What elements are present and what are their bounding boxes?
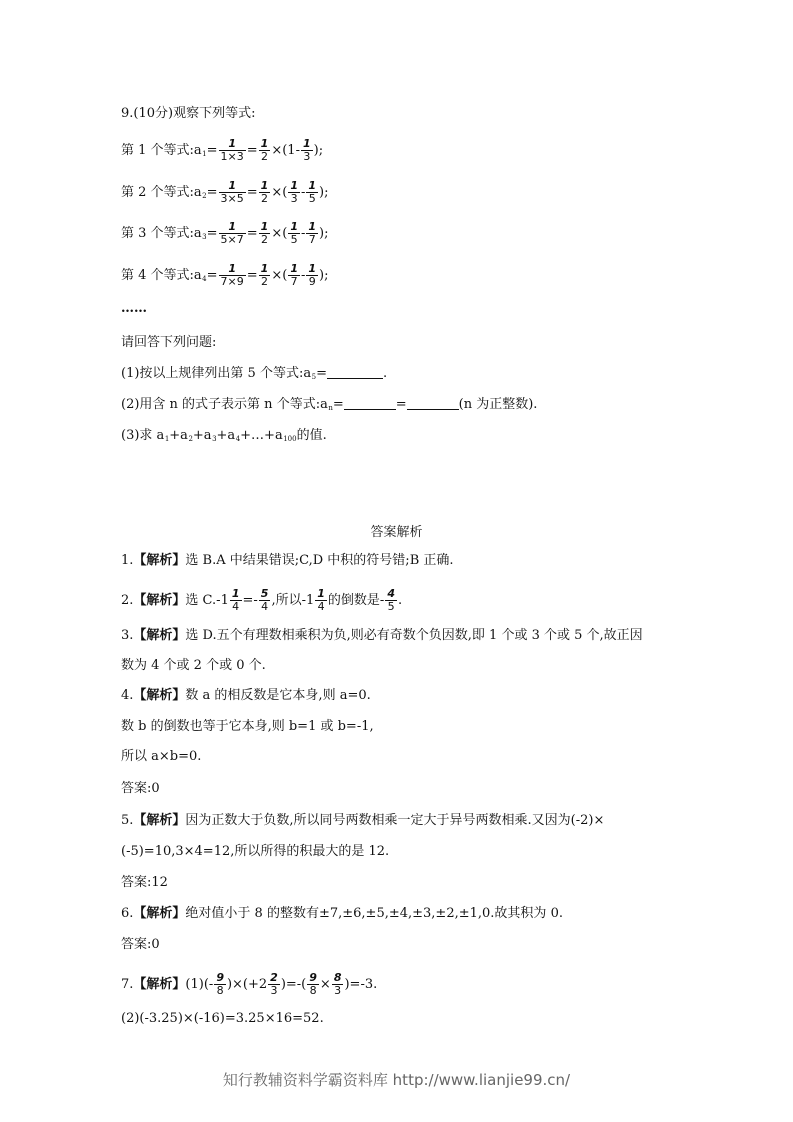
analysis-tag: 【解析】 [133,628,186,643]
fraction [219,221,246,246]
numerator: 9 [216,971,224,984]
times-sign: × [271,268,283,283]
answer-number: 2. [121,593,134,608]
answer-text: 选 D.五个有理数相乘积为负,则必有奇数个负因数,即 1 个或 3 个或 5 个,故正因 [185,628,643,643]
denominator: 7×9 [220,275,244,288]
numerator: 1 [308,179,317,192]
answer-text: )=-3. [344,977,378,992]
answer-6-line-1 [121,904,563,924]
numerator: 1 [308,220,317,233]
numerator: 4 [387,587,395,600]
denominator: 3 [334,984,342,997]
eq-sign: = [206,185,218,200]
answer-text: 选 C.-1 [185,593,229,608]
fraction [385,588,397,613]
equation-1: 第 1 个等式$:a_1=$ $\frac{1}{1\times 3}$ = $\frac{1}{2}$ ×(1- $\frac{1}{3}$ ); [121,137,324,163]
fraction [288,180,300,205]
answer-text: 的倒数是- [327,593,385,608]
plus-term: +a [216,428,236,443]
part-2-end: (n 为正整数). [458,397,538,412]
minus-sign: - [300,226,306,241]
answer-7-line-2: (2)(-3.25)×(-16)=3.25×16=52. [121,1011,324,1026]
answer-text: )=-( [280,977,307,992]
numerator: 1 [260,179,269,192]
denominator: 3×5 [220,192,244,205]
eq-sign: = [206,143,218,158]
fraction [306,180,318,205]
answer-number: 1. [121,553,134,568]
numerator: 1 [219,180,246,193]
answer-text: (1)(- [185,977,214,992]
subscript: 2 [188,435,193,443]
close-paren: ); [319,226,329,241]
period: . [382,366,388,381]
open-paren: ( [282,268,288,283]
answer-3-line-1 [121,626,643,646]
eq-sign: = [206,226,218,241]
denominator: 5 [290,233,298,246]
numerator: 1 [308,262,317,275]
answer-5-result: 答案:12 [121,875,168,890]
answer-2 [121,588,402,613]
denominator: 3 [290,192,298,205]
fraction [306,263,318,288]
denominator: 9 [308,275,316,288]
denominator: 4 [317,600,325,613]
denominator: 1×3 [220,150,244,163]
fraction [259,180,271,205]
analysis-tag: 【解析】 [133,906,186,921]
plus-term: +a [192,428,212,443]
answer-7-line-1 [121,972,377,997]
answer-text: )×(+2 [226,977,268,992]
numerator: 1 [219,221,246,234]
answer-3-line-2: 数为 4 个或 2 个或 0 个. [121,658,266,673]
numerator: 1 [231,587,240,600]
answers-title: 答案解析 [370,525,423,540]
equation-3: 第 3 个等式$:a_3=$ $\frac{1}{5\times 7}$ = $\frac{1}{2}$ ×( $\frac{1}{5}$ - $\frac{1}{7}$ ); [121,220,329,246]
denominator: 2 [261,275,268,288]
subscript: n [328,404,333,412]
numerator: 1 [260,220,269,233]
fraction [315,588,327,613]
answer-text: 因为正数大于负数,所以同号两数相乘一定大于异号两数相乘.又因为(-2)× [185,813,605,828]
question-prompt: 请回答下列问题: [121,335,217,350]
answer-text: × [319,977,331,992]
subscript: 1 [202,150,207,158]
part-3-end: 的值. [296,428,327,443]
subscript: 3 [212,435,217,443]
numerator: 1 [219,138,246,151]
close-paren: ); [319,268,329,283]
numerator: 1 [260,262,269,275]
subscript: 2 [202,192,207,200]
subscript: 4 [202,275,207,283]
numerator: 2 [270,971,278,984]
answer-number: 4. [121,688,134,703]
eq-prefix: 第 2 个等式:a [121,185,202,200]
close-paren: ); [319,185,329,200]
denominator: 8 [216,984,224,997]
numerator: 5 [260,587,269,600]
answer-5-line-1 [121,811,604,831]
fraction [214,972,226,997]
fraction [219,180,246,205]
ellipsis: …… [121,301,147,316]
part-2-text: (2)用含 n 的式子表示第 n 个等式:a [121,397,328,412]
denominator: 4 [232,600,240,613]
numerator: 1 [219,263,246,276]
analysis-tag: 【解析】 [133,813,186,828]
answer-number: 5. [121,813,134,828]
equation-2: 第 2 个等式$:a_2=$ $\frac{1}{3\times 5}$ = $\frac{1}{2}$ ×( $\frac{1}{3}$ - $\frac{1}{5}$ ); [121,179,329,205]
eq-prefix: 第 1 个等式:a [121,143,202,158]
fraction [301,138,313,163]
denominator: 2 [261,233,268,246]
subscript: 4 [235,435,241,443]
denominator: 5 [308,192,316,205]
answer-blank [344,397,396,410]
fraction [307,972,319,997]
eq-sign: = [395,397,407,412]
denominator: 3 [303,150,311,163]
analysis-tag: 【解析】 [133,553,186,568]
denominator: 8 [309,984,317,997]
answer-blank [407,397,459,410]
minus-sign: - [300,268,306,283]
numerator: 1 [290,262,298,275]
numerator: 9 [309,971,317,984]
eq-sign: = [316,366,327,381]
plus-term: +a [169,428,188,443]
subscript: 1 [164,435,170,443]
plus-term: +…+a [240,428,283,443]
part-3-text: (3)求 a [121,428,165,443]
answer-text: 选 B.A 中结果错误;C,D 中积的符号错;B 正确. [185,553,454,568]
open-paren: ( [282,226,288,241]
times-sign: × [271,185,283,200]
equation-4: 第 4 个等式$:a_4=$ $\frac{1}{7\times 9}$ = $\frac{1}{2}$ ×( $\frac{1}{7}$ - $\frac{1}{9}$ ); [121,262,329,288]
fraction [259,263,271,288]
analysis-tag: 【解析】 [133,688,186,703]
fraction [259,138,271,163]
eq-sign: = [332,397,344,412]
numerator: 8 [333,971,342,984]
fraction [268,972,280,997]
numerator: 1 [260,137,269,150]
minus-sign: - [300,185,306,200]
answer-4-line-3: 所以 a×b=0. [121,749,202,764]
answer-4-line-2: 数 b 的倒数也等于它本身,则 b=1 或 b=-1, [121,719,374,734]
open-paren: ( [282,185,288,200]
eq-prefix: 第 3 个等式:a [121,226,202,241]
question-9-part-1 [121,364,387,387]
numerator: 1 [290,179,298,192]
subscript: 3 [202,233,207,241]
close-paren: ); [313,143,324,158]
fraction [288,221,300,246]
footer-watermark: 知行教辅资料学霸资料库 http://www.lianjie99.cn/ [222,1071,571,1089]
fraction [306,221,318,246]
answer-text: . [397,593,403,608]
denominator: 7 [290,275,298,288]
eq-prefix: 第 4 个等式:a [121,268,202,283]
eq-sign: = [206,268,218,283]
denominator: 3 [270,984,278,997]
part-1-text: (1)按以上规律列出第 5 个等式:a [121,366,312,381]
subscript: 5 [311,373,317,381]
question-9-part-3 [121,426,327,449]
answer-text: =- [242,593,258,608]
fraction [219,263,246,288]
numerator: 1 [317,587,325,600]
fraction [219,138,246,163]
numerator: 1 [302,137,311,150]
denominator: 2 [261,150,268,163]
answer-4-result: 答案:0 [121,781,160,796]
answer-4-line-1 [121,686,371,706]
question-9-part-2 [121,395,537,418]
answer-number: 3. [121,628,134,643]
answer-6-result: 答案:0 [121,937,160,952]
question-9-heading: 9.(10分)观察下列等式: [121,106,256,121]
answer-text: 数 a 的相反数是它本身,则 a=0. [185,688,371,703]
denominator: 4 [261,600,269,613]
denominator: 5×7 [220,233,244,246]
answer-number: 6. [121,906,134,921]
answer-text: 绝对值小于 8 的整数有±7,±6,±5,±4,±3,±2,±1,0.故其积为 0. [185,906,563,921]
subscript: 100 [283,435,297,443]
times-sign: × [271,143,283,158]
denominator: 2 [261,192,268,205]
answer-1 [121,551,454,571]
answer-blank [327,366,383,379]
answer-number: 7. [121,977,134,992]
denominator: 7 [308,233,316,246]
fraction [230,588,242,613]
fraction [259,221,271,246]
open-paren: (1- [282,143,300,158]
fraction [259,588,271,613]
analysis-tag: 【解析】 [133,977,186,992]
analysis-tag: 【解析】 [133,593,186,608]
numerator: 1 [290,220,298,233]
fraction [288,263,300,288]
times-sign: × [271,226,283,241]
answer-text: ,所以-1 [271,593,315,608]
denominator: 5 [387,600,395,613]
answer-5-line-2: (-5)=10,3×4=12,所以所得的积最大的是 12. [121,844,390,859]
fraction [332,972,344,997]
